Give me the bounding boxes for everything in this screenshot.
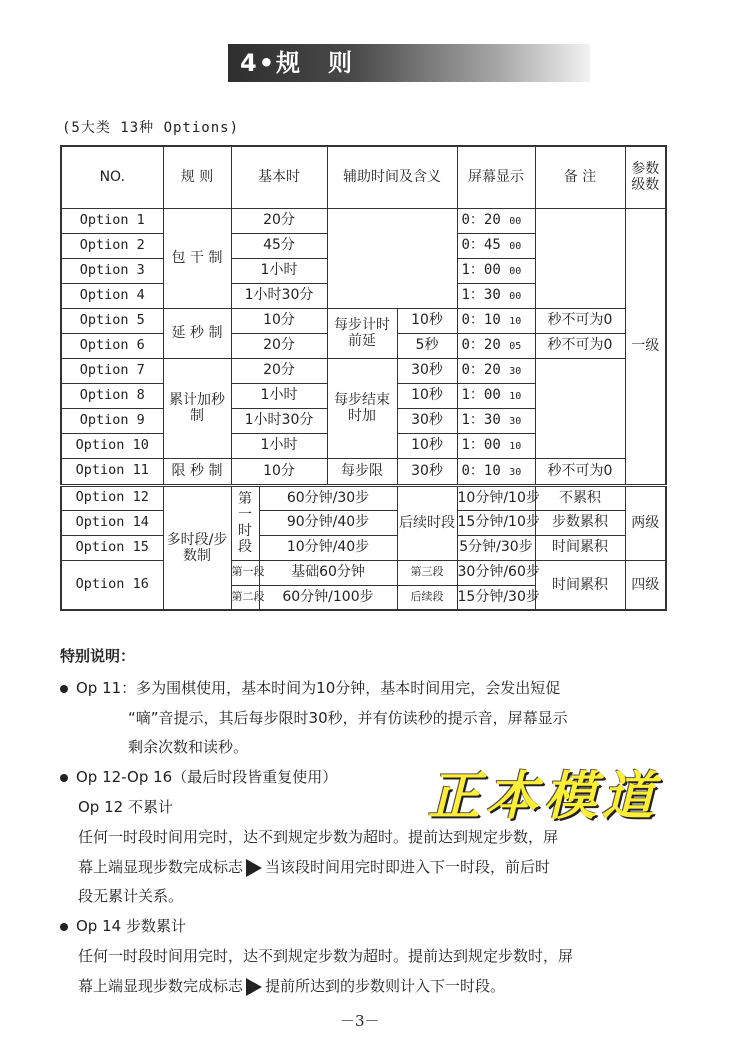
display-cell: 0：45 00 [457,233,535,258]
header-rule: 规 则 [163,146,231,208]
note-cell: 秒不可为0 [535,308,625,333]
option-cell: Option 8 [61,383,163,408]
table-row [61,510,666,535]
multi-later-cell: 5分钟/30步 [457,535,535,560]
multi-first-cell: 90分钟/40步 [259,510,397,535]
note-op11-line2: “嘀”音提示，其后每步限时30秒，并有仿读秒的提示音，屏幕显示 [128,709,568,727]
display-cell: 0：20 05 [457,333,535,358]
note-op14-line1: 任何一时段时间用完时，达不到规定步数为超时。提前达到规定步数时，屏 [78,947,574,965]
later-period-cell: 后续时段 [397,485,457,560]
note-empty [535,358,625,458]
header-level: 参数级数 [625,146,666,208]
table-row [61,358,666,383]
rule-cell: 限 秒 制 [163,458,231,485]
segment-label: 第三段 [397,560,457,585]
aux-label-cell: 每步计时前延 [327,308,397,358]
notes-title: 特别说明： [60,647,136,665]
aux-value-cell: 10秒 [397,383,457,408]
rule-cell: 多时段/步数制 [163,485,231,610]
base-cell: 1小时 [231,433,327,458]
option-cell: Option 1 [61,208,163,233]
multi-later-cell: 10分钟/10步 [457,485,535,510]
aux-value-cell: 10秒 [397,433,457,458]
base-cell: 45分 [231,233,327,258]
base-cell: 1小时 [231,258,327,283]
table-row [61,485,666,510]
option-cell: Option 9 [61,408,163,433]
aux-value-cell: 5秒 [397,333,457,358]
aux-empty [327,208,457,308]
header-note: 备 注 [535,146,625,208]
bullet-icon [60,774,68,782]
step-complete-marker-icon [246,978,262,996]
segment-value: 60分钟/100步 [259,585,397,610]
multi-later-cell: 15分钟/10步 [457,510,535,535]
level-cell: 四级 [625,560,666,610]
rule-cell: 包 干 制 [163,208,231,308]
header-aux: 辅助时间及含义 [327,146,457,208]
note-empty [535,208,625,308]
aux-label-cell: 每步限 [327,458,397,485]
aux-value-cell: 30秒 [397,358,457,383]
note-op12-16: Op 12-Op 16（最后时段皆重复使用） [60,765,337,789]
base-cell: 10分 [231,308,327,333]
note-cell: 秒不可为0 [535,333,625,358]
segment-value: 15分钟/30步 [457,585,535,610]
segment-label: 后续段 [397,585,457,610]
section-title: 4•规 则 [240,49,355,77]
header-display: 屏幕显示 [457,146,535,208]
note-op12-title: Op 12 不累计 [78,798,173,816]
option-cell: Option 16 [61,560,163,610]
display-cell: 1：30 30 [457,408,535,433]
multi-first-cell: 60分钟/30步 [259,485,397,510]
display-cell: 0：20 00 [457,208,535,233]
segment-value: 30分钟/60步 [457,560,535,585]
base-cell: 1小时30分 [231,283,327,308]
option-cell: Option 3 [61,258,163,283]
option-cell: Option 14 [61,510,163,535]
options-table [60,145,667,611]
base-cell: 1小时30分 [231,408,327,433]
note-op14-title: Op 14 步数累计 [60,914,186,938]
note-op14-line2: 幕上端显现步数完成标志 提前所达到的步数则计入下一时段。 [78,977,506,995]
display-cell: 1：00 10 [457,383,535,408]
option-cell: Option 12 [61,485,163,510]
note-cell: 步数累积 [535,510,625,535]
option-cell: Option 5 [61,308,163,333]
segment-label: 第一段 [231,560,259,585]
segment-value: 基础60分钟 [259,560,397,585]
option-cell: Option 11 [61,458,163,485]
option-cell: Option 6 [61,333,163,358]
table-row [61,308,666,333]
level-cell: 一级 [625,208,666,485]
aux-value-cell: 30秒 [397,458,457,485]
header-base: 基本时 [231,146,327,208]
step-complete-marker-icon [246,859,262,877]
display-cell: 1：00 00 [457,258,535,283]
note-cell: 不累积 [535,485,625,510]
table-row [61,208,666,233]
note-cell: 秒不可为0 [535,458,625,485]
page-number: －3－ [340,1012,380,1030]
table-header-row [61,146,666,208]
note-op11-line1: Op 11：多为围棋使用，基本时间为10分钟，基本时间用完，会发出短促 [60,676,560,700]
header-no: NO. [61,146,163,208]
rule-cell: 累计加秒制 [163,358,231,458]
base-cell: 10分 [231,458,327,485]
first-period-cell: 第一时段 [231,485,259,560]
segment-label: 第二段 [231,585,259,610]
option-cell: Option 10 [61,433,163,458]
rule-cell: 延 秒 制 [163,308,231,358]
table-caption: (5大类 13种 Options) [62,120,240,136]
note-op11-line3: 剩余次数和读秒。 [128,738,249,756]
multi-first-cell: 10分钟/40步 [259,535,397,560]
display-cell: 0：10 30 [457,458,535,485]
note-op12-line3: 段无累计关系。 [78,887,184,905]
level-cell: 两级 [625,485,666,560]
table-row [61,560,666,585]
display-cell: 1：30 00 [457,283,535,308]
note-cell: 时间累积 [535,560,625,610]
table-row [61,535,666,560]
option-cell: Option 7 [61,358,163,383]
display-cell: 0：20 30 [457,358,535,383]
base-cell: 20分 [231,358,327,383]
note-op12-line1: 任何一时段时间用完时，达不到规定步数为超时。提前达到规定步数，屏 [78,828,559,846]
option-cell: Option 15 [61,535,163,560]
watermark: 正本模道 [428,766,661,827]
note-cell: 时间累积 [535,535,625,560]
base-cell: 20分 [231,333,327,358]
base-cell: 20分 [231,208,327,233]
option-cell: Option 4 [61,283,163,308]
bullet-icon [60,923,68,931]
bullet-icon [60,685,68,693]
aux-value-cell: 30秒 [397,408,457,433]
aux-value-cell: 10秒 [397,308,457,333]
option-cell: Option 2 [61,233,163,258]
display-cell: 1：00 10 [457,433,535,458]
table-row [61,458,666,485]
display-cell: 0：10 10 [457,308,535,333]
note-op12-line2: 幕上端显现步数完成标志 当该段时间用完时即进入下一时段，前后时 [78,858,551,876]
base-cell: 1小时 [231,383,327,408]
aux-label-cell: 每步结束时加 [327,358,397,458]
